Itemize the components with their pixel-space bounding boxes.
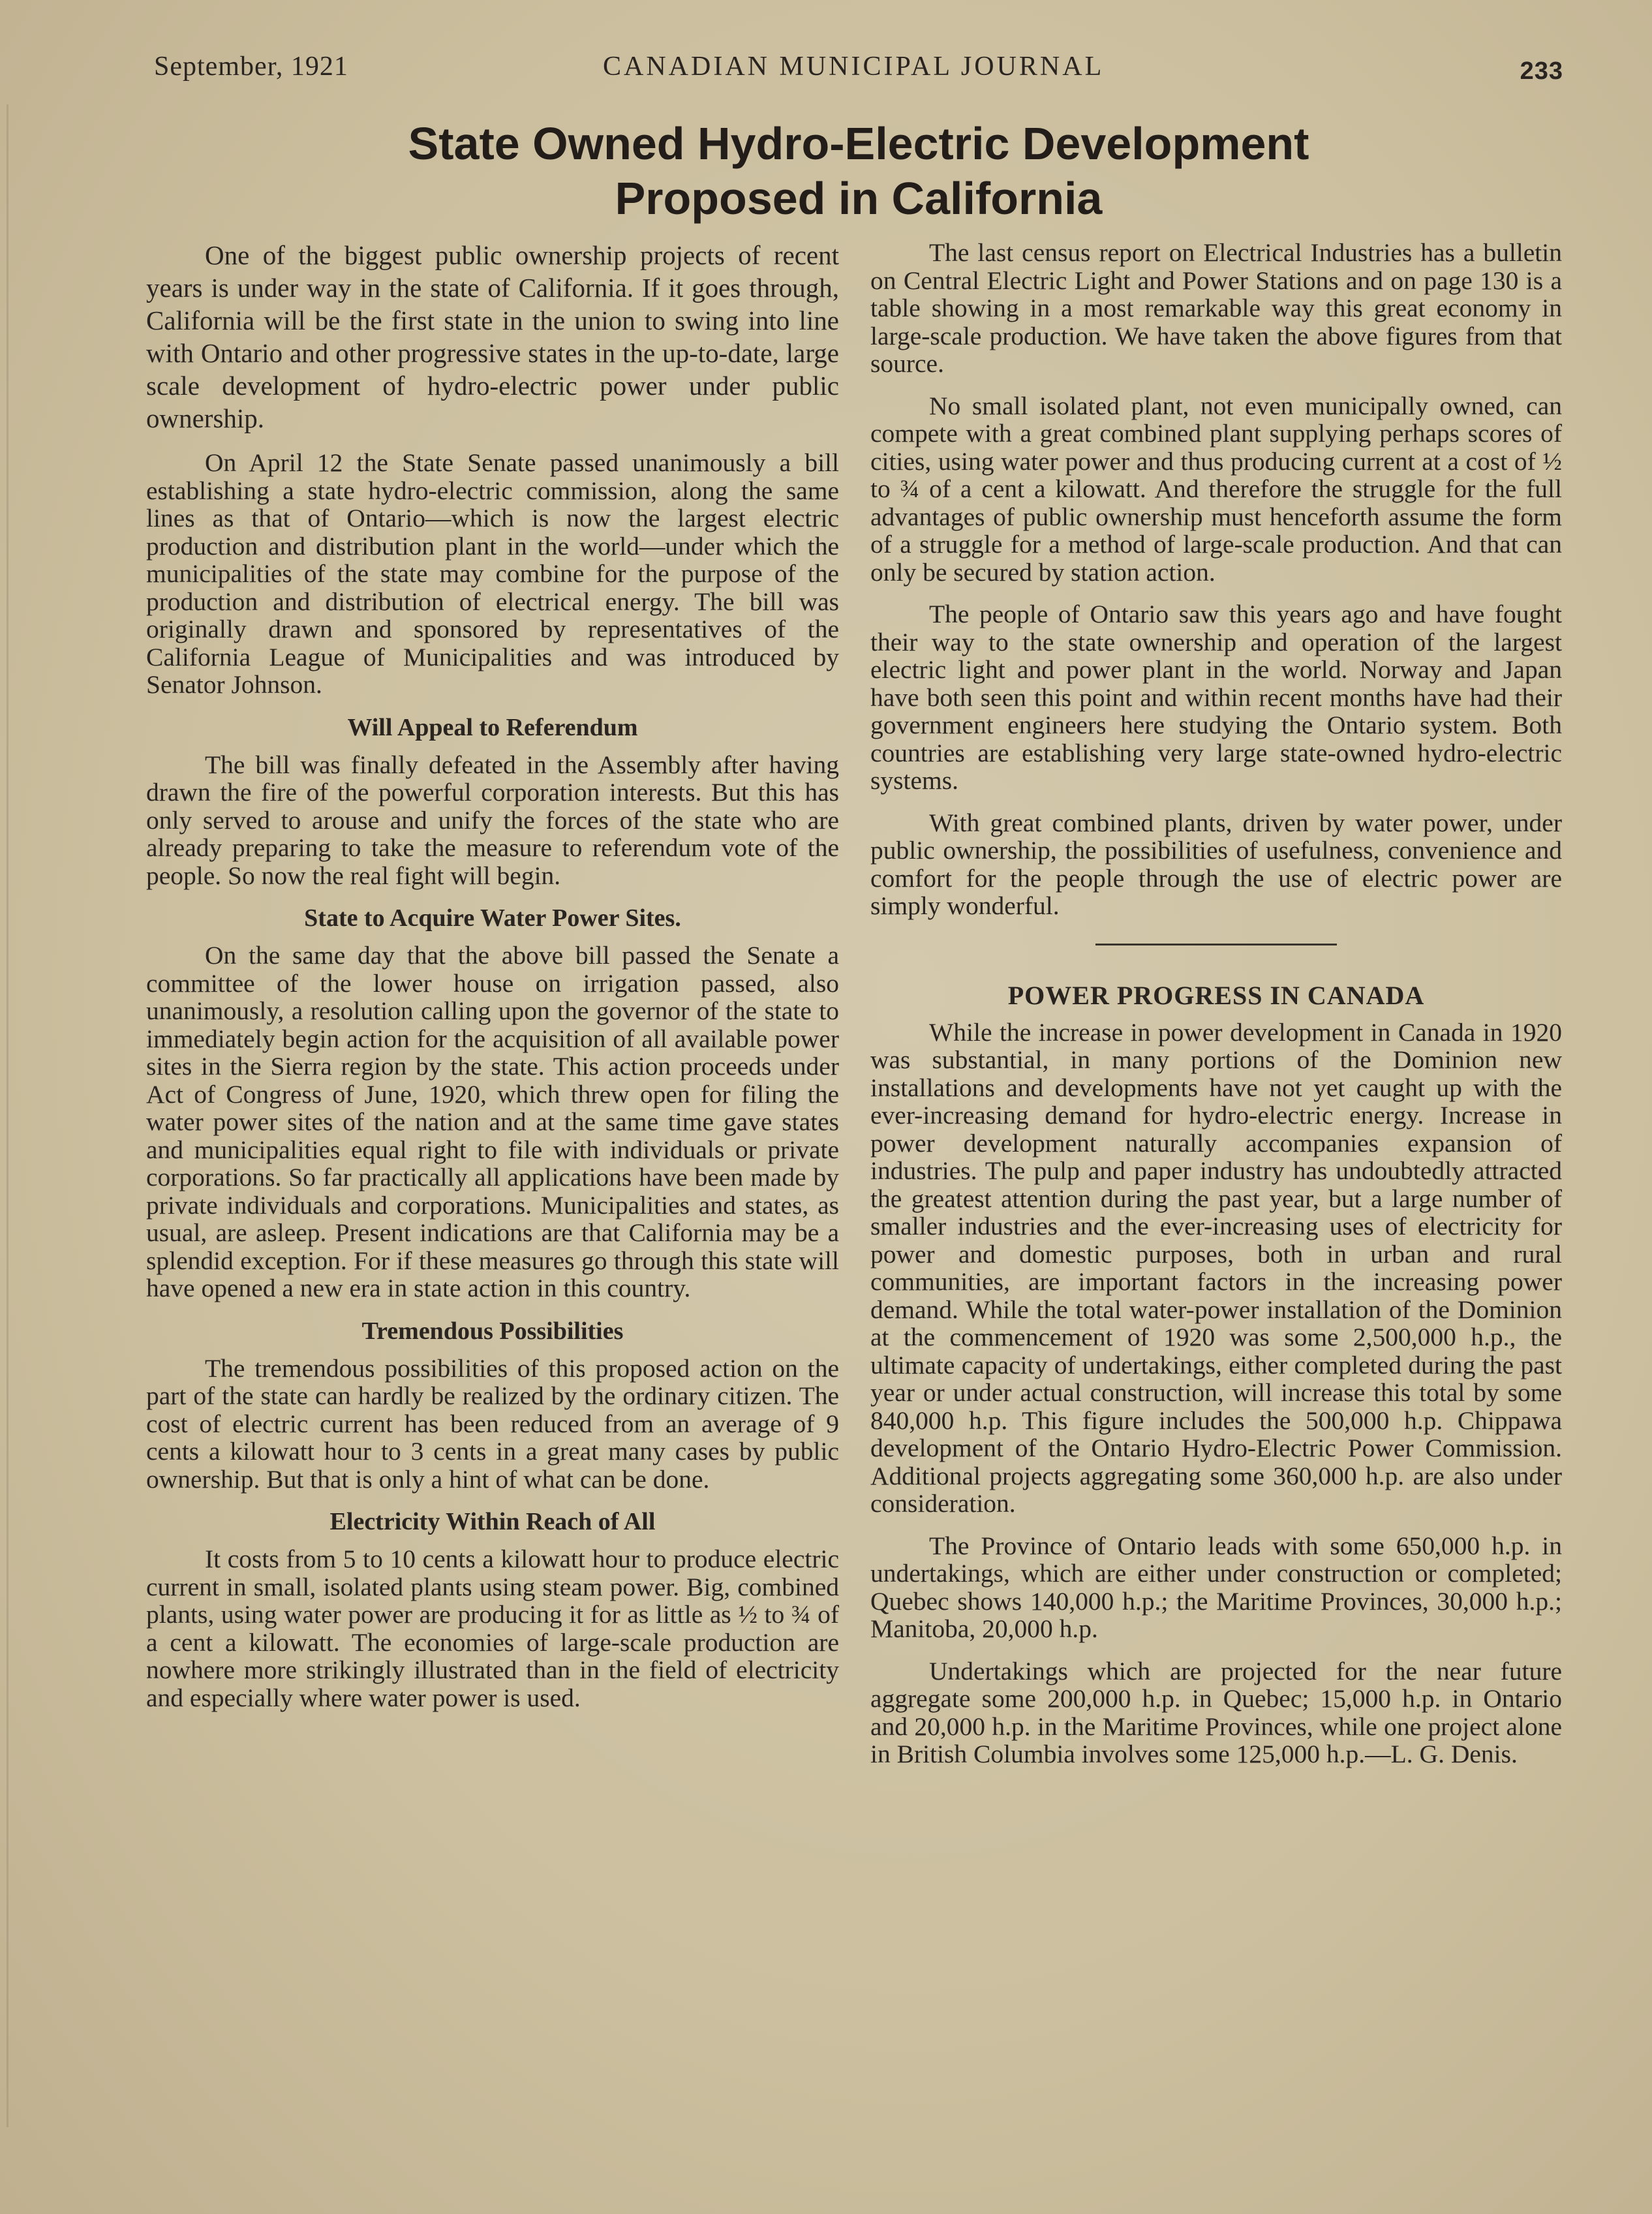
- section-heading: State to Acquire Water Power Sites.: [304, 904, 681, 932]
- section-heading: Electricity Within Reach of All: [329, 1508, 656, 1535]
- paragraph: With great combined plants, driven by water power, under public ownership, the possibilities of usefulness, convenience and comfort for the people through the use of electric power are simply wonderful.: [870, 808, 1562, 920]
- header-page-number: 233: [1520, 57, 1563, 85]
- paragraph: While the increase in power development in Canada in 1920 was substantial, in many portions of the Dominion new installations and developments have not yet caught up with the ever-increasing demand for hydro-electric energy. Increase in power development naturally accompanies expansion of industries. The pulp and paper industry has undoubtedly attracted the greatest attention during the past year, but a large number of smaller industries and the ever-increasing uses of electricity for power and domestic purposes, both in urban and rural communities, are important factors in the increasing power demand. While the total water-power installation of the Dominion at the commencement of 1920 was some 2,500,000 h.p., the ultimate capacity of undertakings, either completed during the past year or under actual construction, will increase this total by some 840,000 h.p. This figure includes the 500,000 h.p. Chippawa development of the Ontario Hydro-Electric Power Commission. Additional projects aggregating some 360,000 h.p. are also under consideration.: [870, 1017, 1562, 1518]
- article-heading: POWER PROGRESS IN CANADA: [1007, 980, 1425, 1010]
- paragraph: The Province of Ontario leads with some 650,000 h.p. in undertakings, which are either under construction or completed; Quebec shows 140,000 h.p.; the Maritime Provinces, 30,000 h.p.; Manitoba, 20,000 h.p.: [870, 1531, 1562, 1643]
- header-date: September, 1921: [154, 52, 348, 82]
- article-title-line-1: State Owned Hydro-Electric Development: [408, 118, 1309, 169]
- section-heading: Will Appeal to Referendum: [347, 713, 638, 741]
- paragraph: On the same day that the above bill passed the Senate a committee of the lower house on irrigation passed, also unanimously, a resolution calling upon the governor of the state to immediately begin action for the acquisition of all available power sites in the Sierra region by the state. This action proceeds under Act of Congress of June, 1920, which threw open for filing the water power sites of the nation and at the same time gave states and municipalities equal right to file with individuals or private corporations. So far practically all applications have been made by private individuals and corporations. Municipalities and states, as usual, are asleep. Present indications are that California may be a splendid exception. For if these measures go through this state will have opened a new era in state action in this country.: [146, 941, 839, 1302]
- paragraph: One of the biggest public ownership projects of recent years is under way in the state of California. If it goes through, California will be the first state in the union to swing into line with Ontario and other progressive states in the up-to-date, large scale development of hydro-electric power under public ownership.: [146, 240, 839, 433]
- right-column: [870, 239, 1562, 1783]
- paragraph: The bill was finally defeated in the Assembly after having drawn the fire of the powerful corporation interests. But this has only served to arouse and unify the forces of the state who are already preparing to take the measure to referendum vote of the people. So now the real fight will begin.: [146, 750, 839, 890]
- header-journal-name: CANADIAN MUNICIPAL JOURNAL: [603, 52, 1105, 82]
- section-heading: Tremendous Possibilities: [361, 1317, 624, 1345]
- paragraph: It costs from 5 to 10 cents a kilowatt hour to produce electric current in small, isolated plants using steam power. Big, combined plants, using water power are producing it for as little as ½ to ¾ of a cent a kilowatt. The economies of large-scale production are nowhere more strikingly illustrated than in the field of electricity and especially where water power is used.: [146, 1545, 839, 1712]
- paragraph: The people of Ontario saw this years ago and have fought their way to the state ownership and operation of the largest electric light and power plant in the world. Norway and Japan have both seen this point and within recent months have had their government engineers here studying the Ontario system. Both countries are establishing very large state-owned hydro-electric systems.: [870, 600, 1562, 795]
- left-column: [146, 239, 839, 1726]
- page-edge-shadow: [7, 104, 8, 2127]
- paragraph: Undertakings which are projected for the near future aggregate some 200,000 h.p. in Quebec; 15,000 h.p. in Ontario and 20,000 h.p. in the Maritime Provinces, while one project alone in British Columbia involves some 125,000 h.p.—L. G. Denis.: [870, 1656, 1562, 1768]
- running-header: [154, 51, 1563, 97]
- paragraph: The tremendous possibilities of this proposed action on the part of the state can hardly be realized by the ordinary citizen. The cost of electric current has been reduced from an average of 9 cents a kilowatt hour to 3 cents in a great many cases by public ownership. But that is only a hint of what can be done.: [146, 1353, 839, 1494]
- paragraph: No small isolated plant, not even municipally owned, can compete with a great combined plant supplying perhaps scores of cities, using water power and thus producing current at a cost of ½ to ¾ of a cent a kilowatt. And therefore the struggle for the full advantages of public ownership must henceforth assume the form of a struggle for a method of large-scale production. And that can only be secured by station action.: [870, 391, 1562, 587]
- article-title: [154, 116, 1563, 226]
- paragraph: The last census report on Electrical Industries has a bulletin on Central Electric Light and Power Stations and on page 130 is a table showing in a most remarkable way this great economy in large-scale production. We have taken the above figures from that source.: [870, 238, 1562, 378]
- article-title-line-2: Proposed in California: [615, 173, 1103, 224]
- paragraph: On April 12 the State Senate passed unanimously a bill establishing a state hydro-electric commission, along the same lines as that of Ontario—which is now the largest electric production and distribution plant in the world—under which the municipalities of the state may combine for the purpose of the production and distribution of electrical energy. The bill was originally drawn and sponsored by representatives of the California League of Municipalities and was introduced by Senator Johnson.: [146, 448, 839, 699]
- section-divider: [1095, 944, 1337, 946]
